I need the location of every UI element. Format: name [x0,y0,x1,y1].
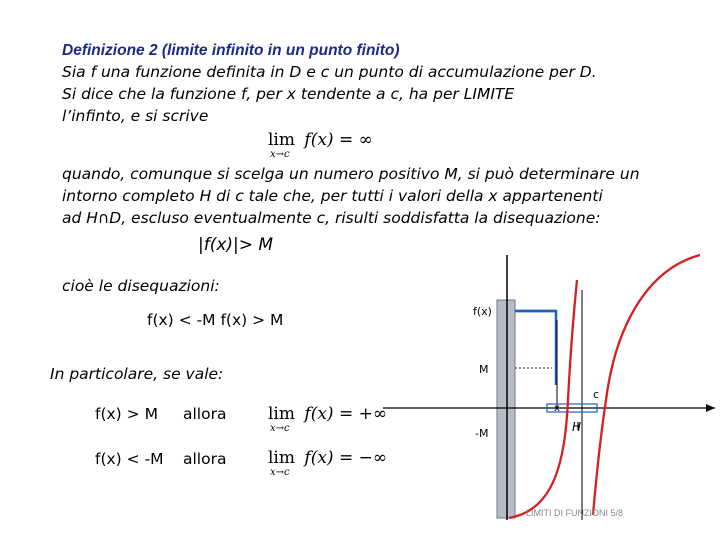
y-band [497,300,515,518]
definition-line-5: intorno completo H di c tale che, per tutti i valori della x appartenenti [62,187,603,205]
case-minus-allora: allora [183,450,227,468]
minus-M-label: -M [475,427,489,440]
inequalities: f(x) < -M f(x) > M [147,311,284,329]
lim-subscript: x→c [270,467,290,478]
definition-line-6: ad H∩D, escluso eventualmente c, risulti soddisfatta la disequazione: [62,209,601,227]
function-curve-left [509,280,577,518]
lim-expression: f(x) = −∞ [304,448,388,468]
function-curve-right [593,255,700,515]
M-label: M [479,363,489,376]
c-label: c [593,388,600,401]
lim-expression: f(x) = +∞ [304,404,388,424]
fx-level-bracket [515,311,556,385]
lim-subscript: x→c [270,423,290,434]
case-plus-condition: f(x) > M [95,405,158,423]
lim-word: lim [268,404,295,424]
case-plus-allora: allora [183,405,227,423]
footer-page-label: LIMITI DI FUNZIONI 5/8 [526,508,624,518]
lim-word: lim [268,130,295,150]
fx-label: f(x) [473,305,492,318]
case-minus-condition: f(x) < -M [95,450,164,468]
definition-line-2: Si dice che la funzione f, per x tendente a c, ha per LIMITE [62,85,515,103]
x-axis-arrow [706,404,715,412]
lim-word: lim [268,448,295,468]
definition-line-1: Sia f una funzione definita in D e c un punto di accumulazione per D. [62,63,597,81]
definition-line-3: l’infinto, e si scrive [62,107,209,125]
x-label: x [554,403,560,414]
particular-case-intro: In particolare, se vale: [50,365,224,383]
abs-inequality: |f(x)|> M [198,235,274,255]
lim-subscript: x→c [270,149,290,160]
H-label: H [572,420,582,434]
definition-line-4: quando, comunque si scelga un numero positivo M, si può determinare un [62,165,640,183]
slide-title: Definizione 2 (limite infinito in un punto finito) [62,42,400,59]
inequalities-intro: cioè le disequazioni: [62,277,220,295]
lim-expression: f(x) = ∞ [304,130,373,150]
